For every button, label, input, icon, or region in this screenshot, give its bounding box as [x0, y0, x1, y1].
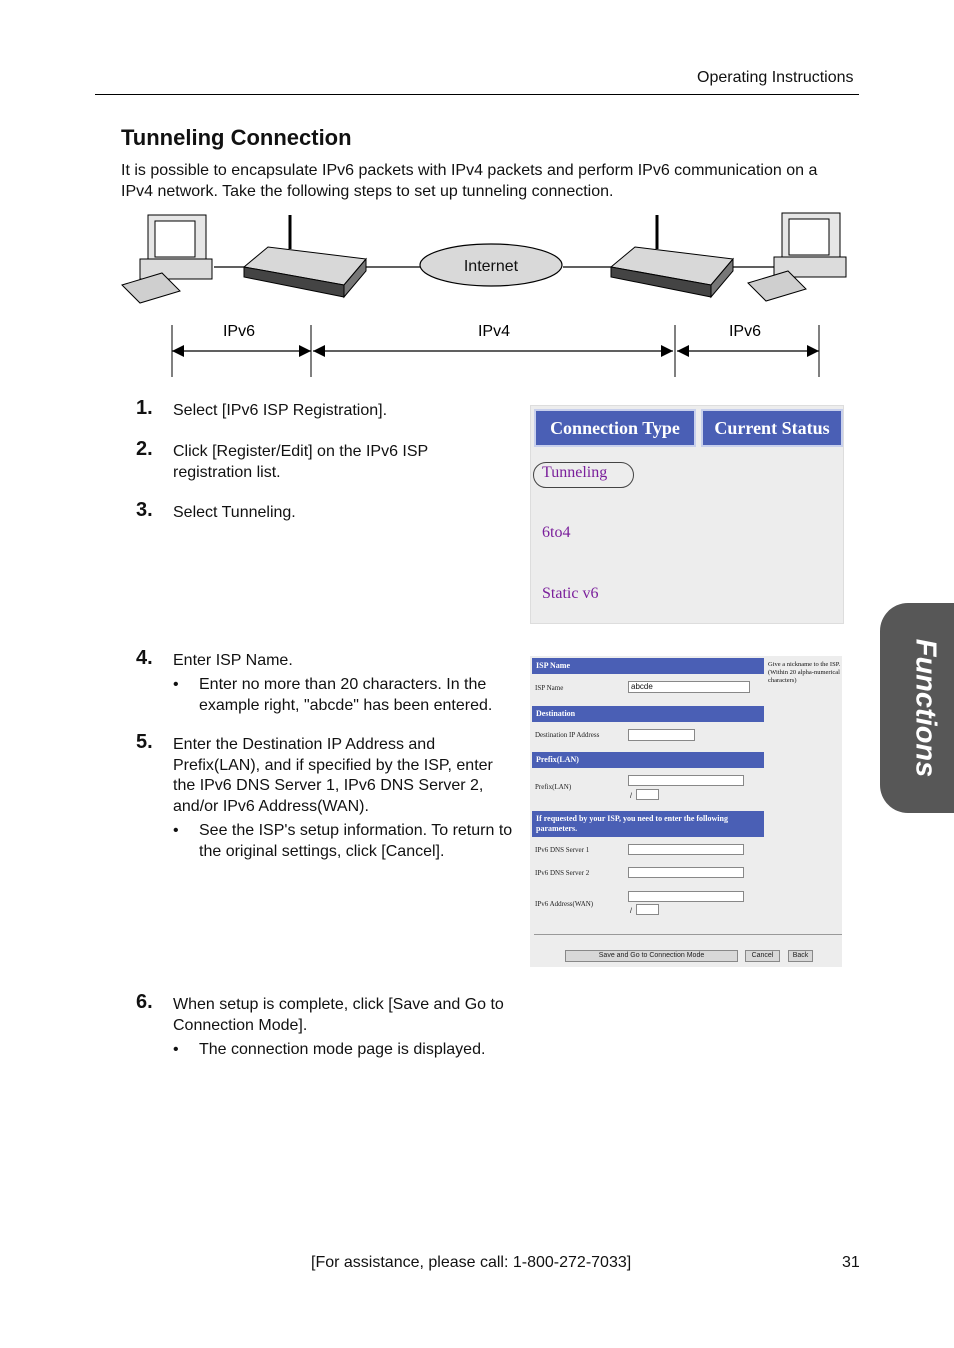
functions-side-tab — [880, 603, 954, 813]
step-4-bullet-text: Enter no more than 20 characters. In the example right, "abcde" has been entered. — [199, 676, 493, 714]
dns-server-1-label: IPv6 DNS Server 1 — [535, 846, 590, 854]
bullet-dot: • — [173, 822, 179, 839]
isp-name-hint: Give a nickname to the ISP. (Within 20 alpha-numerical characters) — [768, 661, 841, 684]
destination-bar: Destination — [532, 706, 764, 722]
right-computer-icon — [748, 213, 846, 301]
step-6-text: When setup is complete, click [Save and Go to Connection Mode]. — [173, 996, 504, 1034]
wan-prefix-length-input[interactable] — [636, 904, 659, 915]
segment-label-left: IPv6 — [222, 323, 256, 340]
prefix-bar: Prefix(LAN) — [532, 752, 764, 768]
step-6-bullet-text: The connection mode page is displayed. — [199, 1041, 486, 1058]
running-header: Operating Instructions — [697, 69, 854, 86]
prefix-slash: / — [630, 793, 632, 800]
ipv6-address-wan-label: IPv6 Address(WAN) — [535, 900, 594, 908]
ipv6-address-wan-input[interactable] — [628, 891, 744, 902]
step-5-bullet-text: See the ISP's setup information. To return to the original settings, click [Cancel]. — [199, 822, 513, 860]
right-router-icon — [611, 215, 733, 297]
form-divider — [534, 934, 842, 935]
connection-type-header: Connection Type — [534, 409, 696, 447]
internet-label: Internet — [463, 258, 519, 275]
footer-assistance: [For assistance, please call: 1-800-272-7033] — [311, 1254, 632, 1271]
current-status-header: Current Status — [701, 409, 843, 447]
step-2-text: Click [Register/Edit] on the IPv6 ISP registration list. — [173, 443, 428, 481]
tunneling-network-diagram — [118, 207, 848, 382]
step-4-bullet — [173, 674, 519, 716]
connection-type-tunneling[interactable]: Tunneling — [542, 464, 608, 481]
isp-name-label: ISP Name — [535, 684, 564, 692]
step-3-text: Select Tunneling. — [173, 504, 296, 521]
destination-ip-input[interactable] — [628, 729, 695, 741]
section-title: Tunneling Connection — [121, 125, 352, 150]
page-number: 31 — [842, 1254, 860, 1271]
back-button[interactable]: Back — [788, 950, 813, 962]
save-and-go-button[interactable]: Save and Go to Connection Mode — [565, 950, 738, 962]
step-5-text: Enter the Destination IP Address and Prefix(LAN), and if specified by the ISP, enter the IPv6 DNS Server 1, IPv6 DNS Server 2, and/or IPv6 Address(WAN). — [173, 736, 493, 815]
bullet-dot: • — [173, 676, 179, 693]
wan-slash: / — [630, 908, 632, 915]
segment-label-middle: IPv4 — [477, 323, 511, 340]
isp-name-input[interactable]: abcde — [628, 681, 750, 693]
connection-type-6to4[interactable]: 6to4 — [542, 524, 571, 541]
header-rule — [95, 94, 859, 95]
segment-label-right: IPv6 — [728, 323, 762, 340]
step-4-text: Enter ISP Name. — [173, 652, 293, 669]
left-computer-icon — [122, 215, 212, 303]
dns-server-1-input[interactable] — [628, 844, 744, 855]
functions-tab-label: Functions — [909, 638, 942, 778]
step-1-number: 1. — [136, 397, 153, 419]
step-3-number: 3. — [136, 499, 153, 521]
cancel-button[interactable]: Cancel — [745, 950, 780, 962]
prefix-address-input[interactable] — [628, 775, 744, 786]
connection-type-static-v6[interactable]: Static v6 — [542, 585, 599, 602]
step-5-number: 5. — [136, 731, 153, 753]
step-1-text: Select [IPv6 ISP Registration]. — [173, 402, 388, 419]
isp-form-screenshot — [530, 656, 842, 967]
step-2-number: 2. — [136, 438, 153, 460]
step-5-bullet — [173, 820, 519, 862]
dns-server-2-input[interactable] — [628, 867, 744, 878]
step-6-bullet — [173, 1039, 519, 1060]
dns-server-2-label: IPv6 DNS Server 2 — [535, 869, 590, 877]
optional-params-bar: If requested by your ISP, you need to enter the following parameters. — [532, 811, 764, 837]
step-6-number: 6. — [136, 991, 153, 1013]
prefix-length-input[interactable] — [636, 789, 659, 800]
left-router-icon — [244, 215, 366, 297]
destination-ip-label: Destination IP Address — [535, 731, 600, 739]
prefix-label: Prefix(LAN) — [535, 783, 572, 791]
intro-paragraph: It is possible to encapsulate IPv6 packets with IPv4 packets and perform IPv6 communication on a IPv4 network. Take the following steps to set up tunneling connection. — [121, 162, 818, 200]
bullet-dot: • — [173, 1041, 179, 1058]
step-4-number: 4. — [136, 647, 153, 669]
isp-name-bar: ISP Name — [532, 658, 764, 674]
connection-type-screenshot — [530, 405, 844, 624]
